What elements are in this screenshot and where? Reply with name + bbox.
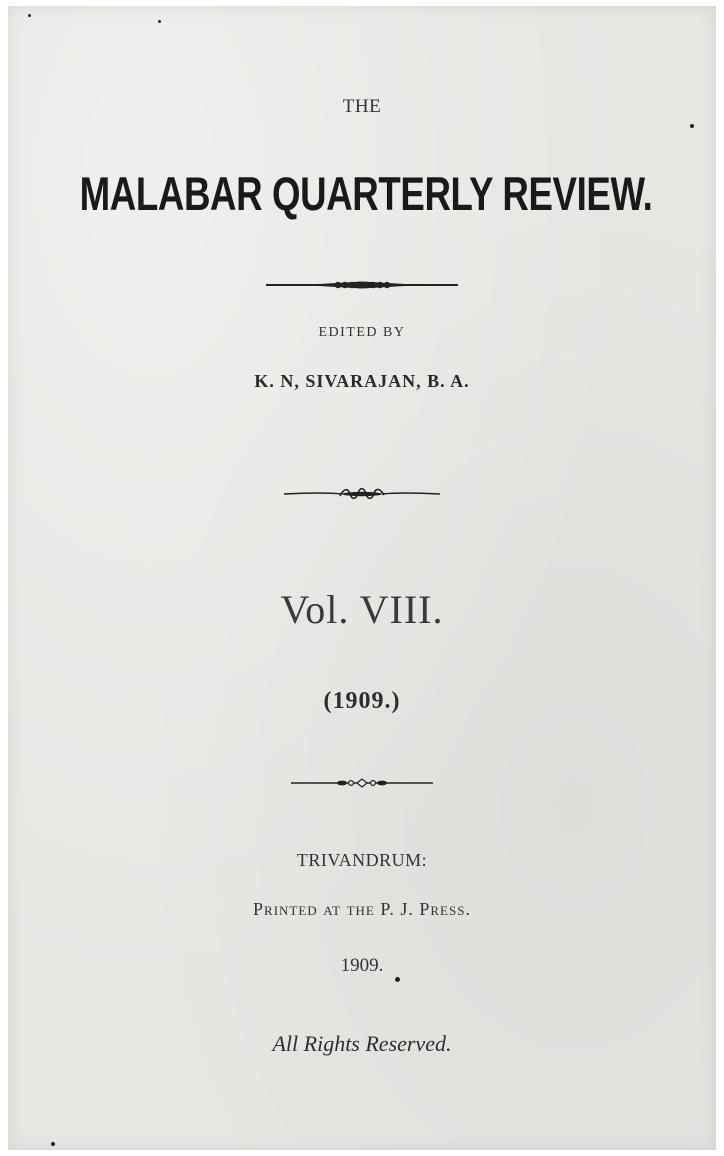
vine-ornament-icon [0, 484, 724, 504]
chain-ornament-icon [0, 773, 724, 793]
edited-by-label: EDITED BY [318, 325, 406, 340]
ink-speck [395, 977, 400, 982]
title-article: THE [342, 96, 382, 117]
ink-speck [690, 124, 694, 128]
publication-title: MALABAR QUARTERLY REVIEW. [79, 167, 653, 220]
ink-speck [51, 1142, 55, 1146]
editor-name: K. N, SIVARAJAN, B. A. [254, 371, 470, 391]
ink-speck [28, 14, 31, 17]
ink-speck [158, 20, 161, 23]
volume-year: (1909.) [323, 688, 401, 714]
publication-year: 1909. [340, 955, 384, 976]
ornamental-rule-icon [0, 275, 724, 295]
rights-notice: All Rights Reserved. [272, 1031, 452, 1056]
volume-number: Vol. VIII. [280, 587, 444, 632]
publication-city: TRIVANDRUM: [296, 850, 428, 870]
printer-line: Printed at the P. J. Press. [253, 899, 471, 919]
